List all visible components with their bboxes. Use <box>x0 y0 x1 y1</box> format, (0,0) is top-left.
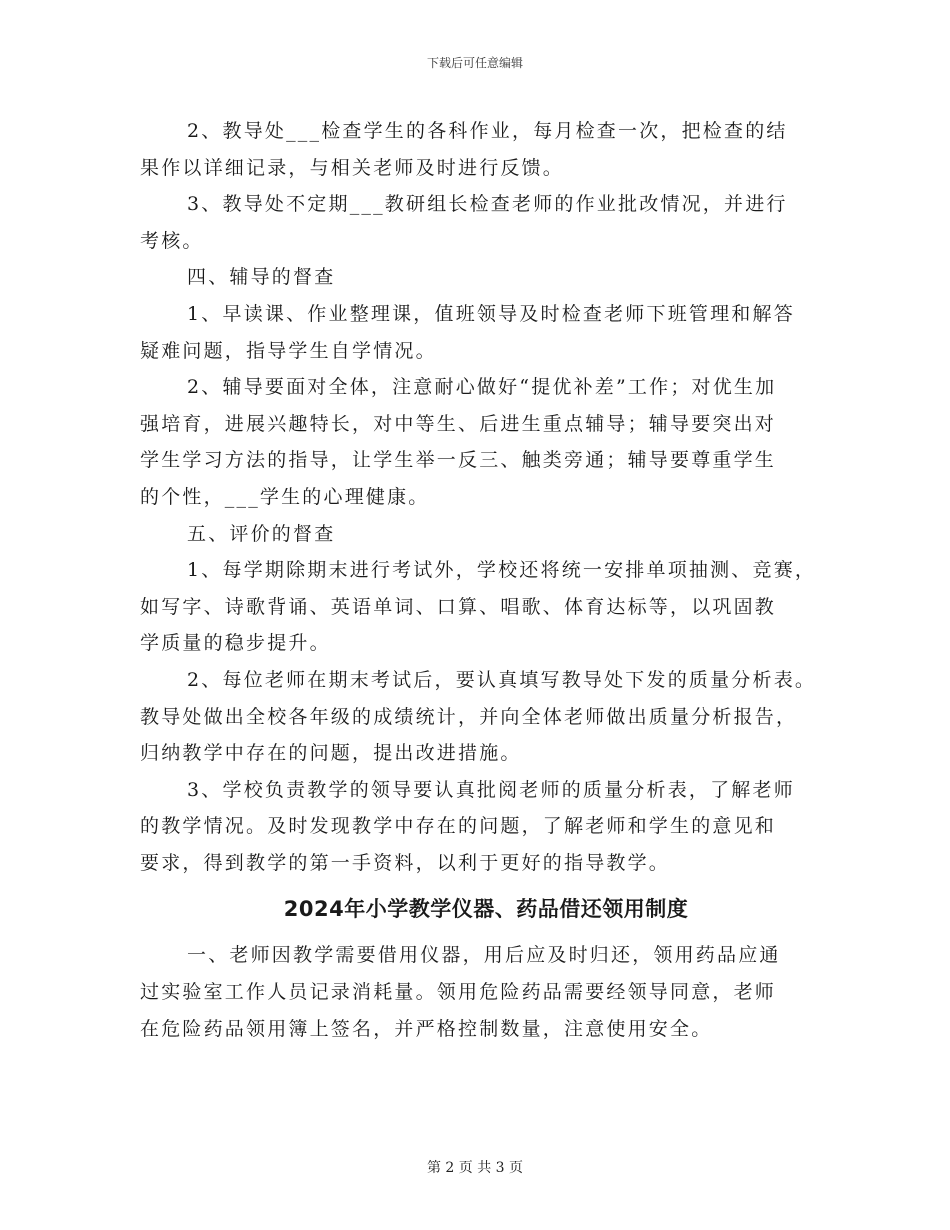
paragraph <box>140 937 820 1047</box>
text-line: 一、老师因教学需要借用仪器，用后应及时归还，领用药品应通 <box>187 944 781 967</box>
text-line: 果作以详细记录，与相关老师及时进行反馈。 <box>140 156 565 179</box>
text-line: 强培育，进展兴趣特长，对中等生、后进生重点辅导；辅导要突出对 <box>140 412 777 435</box>
section-heading <box>140 516 820 553</box>
text-line: 如写字、诗歌背诵、英语单词、口算、唱歌、体育达标等，以巩固教 <box>140 595 777 618</box>
paragraph <box>140 552 820 662</box>
paragraph <box>140 369 820 515</box>
header-note: 下载后可任意编辑 <box>426 56 523 70</box>
text-line: 2、每位老师在期末考试后，要认真填写教导处下发的质量分析表。 <box>187 668 817 691</box>
text-line: 考核。 <box>140 229 204 252</box>
text-line: 归纳教学中存在的问题，提出改进措施。 <box>140 742 522 765</box>
paragraph <box>140 186 820 259</box>
document-body <box>140 113 820 1047</box>
text-line: 在危险药品领用簿上签名，并严格控制数量，注意使用安全。 <box>140 1017 713 1040</box>
text-line: 教导处做出全校各年级的成绩统计，并向全体老师做出质量分析报告， <box>140 705 798 728</box>
page-footer: 第 2 页 共 3 页 <box>426 1160 524 1176</box>
text-line: 1、早读课、作业整理课，值班领导及时检查老师下班管理和解答 <box>187 302 795 325</box>
paragraph <box>140 113 820 186</box>
text-line: 五、评价的督查 <box>187 522 336 545</box>
text-line: 3、学校负责教学的领导要认真批阅老师的质量分析表，了解老师 <box>187 778 795 801</box>
text-line: 2、辅导要面对全体，注意耐心做好“提优补差”工作；对优生加 <box>187 376 777 399</box>
text-line: 2、教导处___检查学生的各科作业，每月检查一次，把检查的结 <box>187 120 788 142</box>
text-line: 四、辅导的督查 <box>187 266 336 289</box>
text-line: 学生学习方法的指导，让学生举一反三、触类旁通；辅导要尊重学生 <box>140 449 777 472</box>
text-line: 要求，得到教学的第一手资料，以利于更好的指导教学。 <box>140 851 671 874</box>
text-line: 3、教导处不定期___教研组长检查老师的作业批改情况，并进行 <box>187 193 788 216</box>
text-line: 的个性，___学生的心理健康。 <box>140 485 430 508</box>
text-line: 过实验室工作人员记录消耗量。领用危险药品需要经领导同意，老师 <box>140 981 777 1004</box>
text-line: 学质量的稳步提升。 <box>140 632 331 655</box>
paragraph <box>140 662 820 772</box>
text-line: 的教学情况。及时发现教学中存在的问题，了解老师和学生的意见和 <box>140 815 777 838</box>
text-line: 疑难问题，指导学生自学情况。 <box>140 339 437 362</box>
text-line: 1、每学期除期末进行考试外，学校还将统一安排单项抽测、竞赛， <box>187 559 817 582</box>
section-heading <box>140 259 820 296</box>
paragraph <box>140 296 820 369</box>
section-title: 2024年小学教学仪器、药品借还领用制度 <box>283 897 689 922</box>
paragraph <box>140 772 820 882</box>
